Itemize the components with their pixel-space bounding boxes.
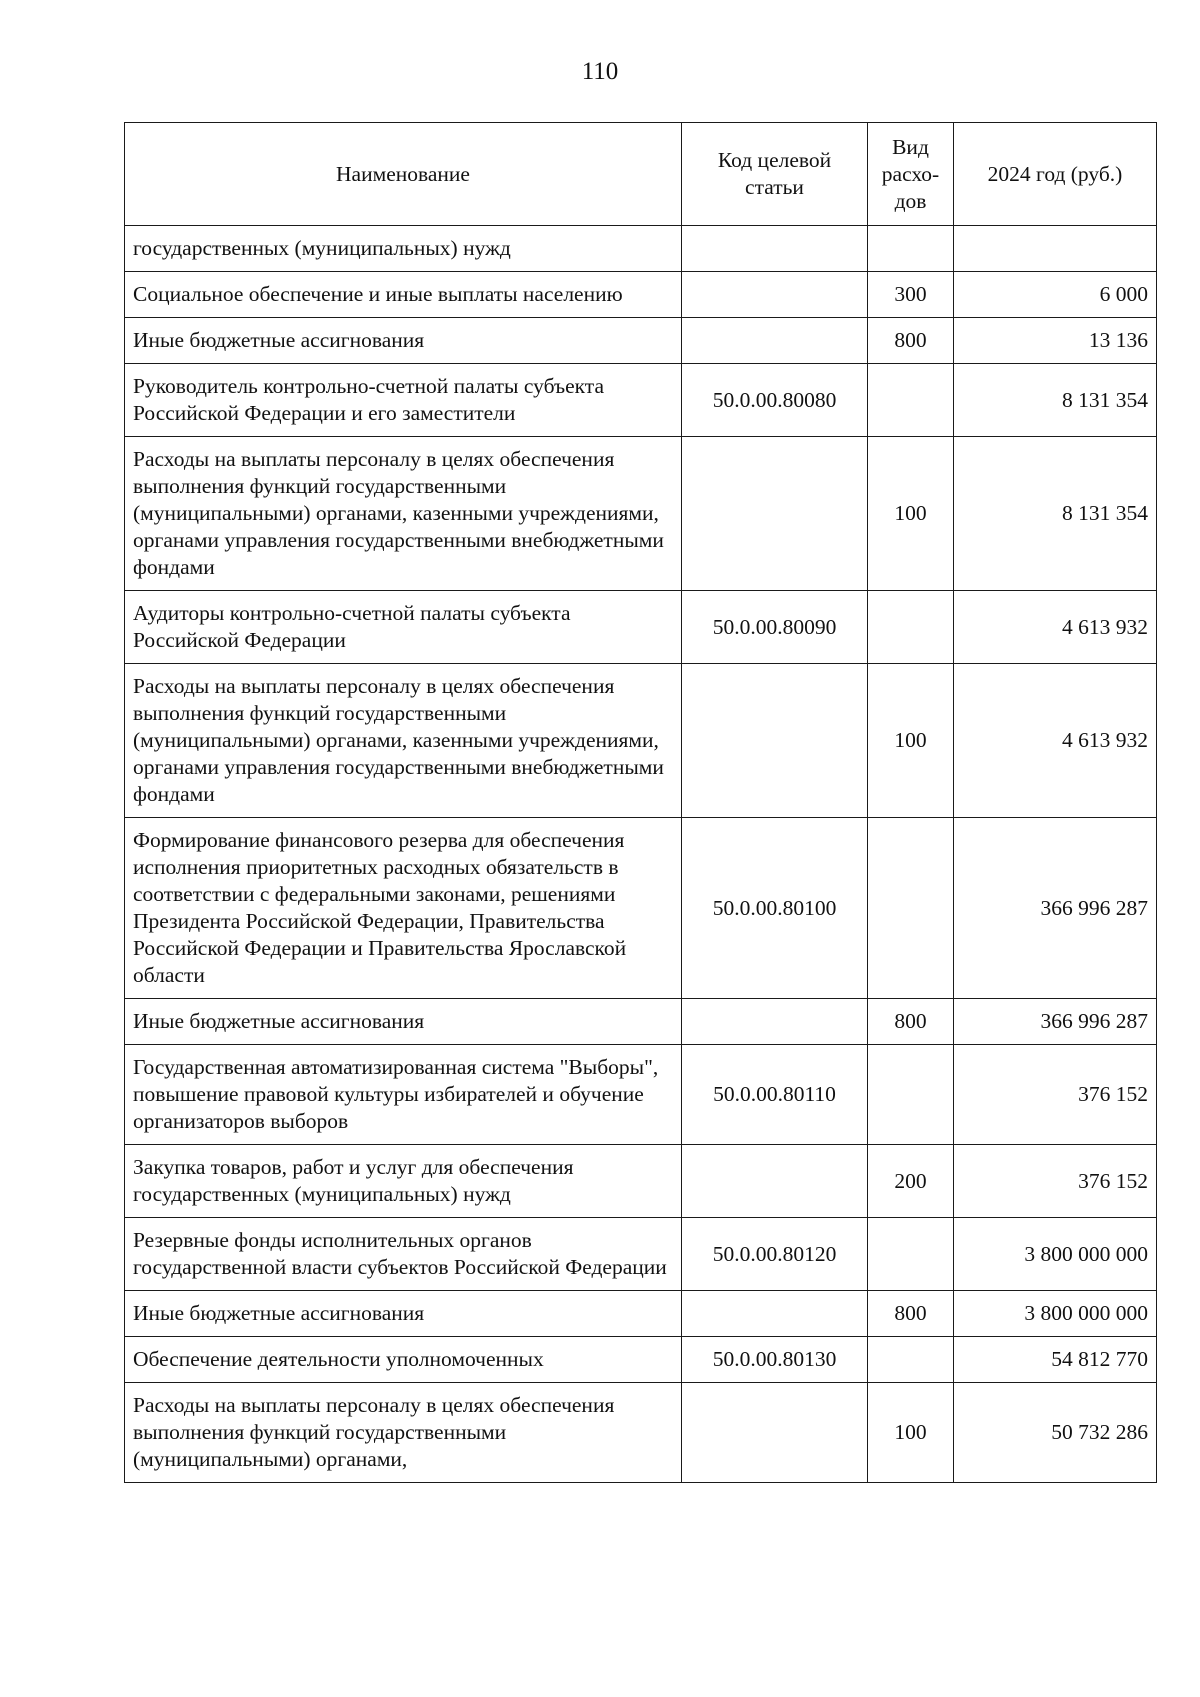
cell-type: 800: [868, 318, 954, 364]
cell-name: Социальное обеспечение и иные выплаты населению: [125, 272, 682, 318]
table-header: [125, 123, 1157, 226]
table-row: [125, 437, 1157, 591]
cell-code: [682, 1145, 868, 1218]
page-number: 110: [581, 58, 619, 85]
cell-name: Закупка товаров, работ и услуг для обеспечения государственных (муниципальных) нужд: [125, 1145, 682, 1218]
cell-code: 50.0.00.80110: [682, 1045, 868, 1145]
header-type: Вид расхо-дов: [868, 123, 954, 226]
cell-name: Расходы на выплаты персоналу в целях обеспечения выполнения функций государственными (муниципальными) органами,: [125, 1383, 682, 1483]
table-body: [125, 226, 1157, 1483]
cell-type: 800: [868, 999, 954, 1045]
cell-type: 100: [868, 664, 954, 818]
cell-type: 100: [868, 437, 954, 591]
table-row: [125, 1045, 1157, 1145]
cell-type: [868, 818, 954, 999]
cell-code: [682, 437, 868, 591]
cell-type: [868, 364, 954, 437]
cell-amount: 3 800 000 000: [954, 1218, 1157, 1291]
cell-type: 800: [868, 1291, 954, 1337]
table-row: [125, 818, 1157, 999]
header-row: [125, 123, 1157, 226]
cell-amount: 8 131 354: [954, 437, 1157, 591]
cell-amount: 50 732 286: [954, 1383, 1157, 1483]
table-row: [125, 1291, 1157, 1337]
table-row: [125, 1337, 1157, 1383]
cell-name: Расходы на выплаты персоналу в целях обеспечения выполнения функций государственными (муниципальными) органами, казенными учреждениями, органами управления государственными внебюджетными фондами: [125, 664, 682, 818]
cell-type: 300: [868, 272, 954, 318]
header-name: Наименование: [125, 123, 682, 226]
header-amount: 2024 год (руб.): [954, 123, 1157, 226]
cell-code: 50.0.00.80100: [682, 818, 868, 999]
cell-code: [682, 1291, 868, 1337]
cell-amount: [954, 226, 1157, 272]
cell-code: [682, 226, 868, 272]
cell-amount: 6 000: [954, 272, 1157, 318]
table-row: [125, 226, 1157, 272]
cell-amount: 366 996 287: [954, 818, 1157, 999]
table-row: [125, 999, 1157, 1045]
cell-name: Аудиторы контрольно-счетной палаты субъекта Российской Федерации: [125, 591, 682, 664]
cell-code: [682, 318, 868, 364]
cell-code: [682, 999, 868, 1045]
table-row: [125, 591, 1157, 664]
cell-type: 200: [868, 1145, 954, 1218]
table-row: [125, 364, 1157, 437]
cell-name: Иные бюджетные ассигнования: [125, 318, 682, 364]
cell-code: [682, 272, 868, 318]
cell-type: [868, 226, 954, 272]
cell-name: Формирование финансового резерва для обеспечения исполнения приоритетных расходных обязательств в соответствии с федеральными законами, решениями Президента Российской Федерации, Правительства Российской Федерации и Правительства Ярославской области: [125, 818, 682, 999]
cell-name: Расходы на выплаты персоналу в целях обеспечения выполнения функций государственными (муниципальными) органами, казенными учреждениями, органами управления государственными внебюджетными фондами: [125, 437, 682, 591]
cell-code: 50.0.00.80130: [682, 1337, 868, 1383]
cell-amount: 376 152: [954, 1145, 1157, 1218]
cell-name: Резервные фонды исполнительных органов государственной власти субъектов Российской Федерации: [125, 1218, 682, 1291]
cell-name: Государственная автоматизированная система "Выборы", повышение правовой культуры избирателей и обучение организаторов выборов: [125, 1045, 682, 1145]
cell-type: [868, 1045, 954, 1145]
cell-type: [868, 1218, 954, 1291]
table-row: [125, 272, 1157, 318]
budget-table: [124, 122, 1157, 1483]
cell-code: 50.0.00.80090: [682, 591, 868, 664]
cell-amount: 4 613 932: [954, 664, 1157, 818]
cell-amount: 4 613 932: [954, 591, 1157, 664]
cell-type: 100: [868, 1383, 954, 1483]
cell-type: [868, 1337, 954, 1383]
cell-amount: 376 152: [954, 1045, 1157, 1145]
cell-code: 50.0.00.80120: [682, 1218, 868, 1291]
cell-amount: 8 131 354: [954, 364, 1157, 437]
table-row: [125, 1218, 1157, 1291]
cell-name: Иные бюджетные ассигнования: [125, 999, 682, 1045]
table-row: [125, 1145, 1157, 1218]
cell-code: [682, 664, 868, 818]
table-row: [125, 318, 1157, 364]
cell-type: [868, 591, 954, 664]
cell-amount: 13 136: [954, 318, 1157, 364]
cell-name: государственных (муниципальных) нужд: [125, 226, 682, 272]
cell-name: Руководитель контрольно-счетной палаты субъекта Российской Федерации и его заместители: [125, 364, 682, 437]
header-code: Код целевой статьи: [682, 123, 868, 226]
cell-amount: 3 800 000 000: [954, 1291, 1157, 1337]
cell-code: [682, 1383, 868, 1483]
table-row: [125, 664, 1157, 818]
cell-amount: 54 812 770: [954, 1337, 1157, 1383]
table-row: [125, 1383, 1157, 1483]
cell-name: Иные бюджетные ассигнования: [125, 1291, 682, 1337]
cell-name: Обеспечение деятельности уполномоченных: [125, 1337, 682, 1383]
cell-code: 50.0.00.80080: [682, 364, 868, 437]
cell-amount: 366 996 287: [954, 999, 1157, 1045]
